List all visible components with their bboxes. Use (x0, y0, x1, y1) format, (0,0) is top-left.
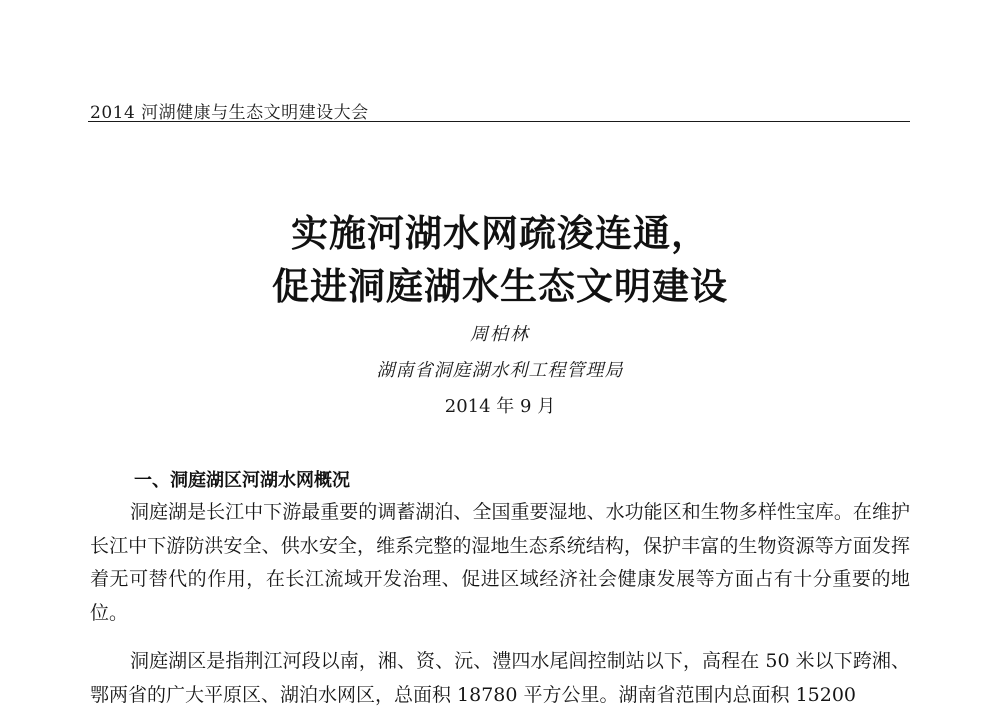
running-header: 2014 河湖健康与生态文明建设大会 (90, 103, 369, 123)
header-divider (88, 121, 910, 122)
article-title-line-2: 促进洞庭湖水生态文明建设 (272, 265, 728, 308)
publication-date: 2014 年 9 月 (444, 396, 556, 417)
article-title-line-1: 实施河湖水网疏浚连通， (291, 212, 709, 255)
author-affiliation: 湖南省洞庭湖水利工程管理局 (376, 360, 624, 381)
body-paragraph: 洞庭湖区是指荆江河段以南，湘、资、沅、澧四水尾闾控制站以下，高程在 50 米以下跨湘、鄂两省的广大平原区、湖泊水网区，总面积 18780 平方公里。湖南省范围内总面积 15200 (90, 650, 910, 706)
author-name: 周柏林 (470, 324, 530, 345)
body-paragraph: 洞庭湖是长江中下游最重要的调蓄湖泊、全国重要湿地、水功能区和生物多样性宝库。在维护长江中下游防洪安全、供水安全，维系完整的湿地生态系统结构，保护丰富的生物资源等方面发挥着无可替代的作用，在长江流域开发治理、促进区域经济社会健康发展等方面占有十分重要的地位。 (90, 501, 910, 624)
section-heading: 一、洞庭湖区河湖水网概况 (134, 470, 350, 491)
